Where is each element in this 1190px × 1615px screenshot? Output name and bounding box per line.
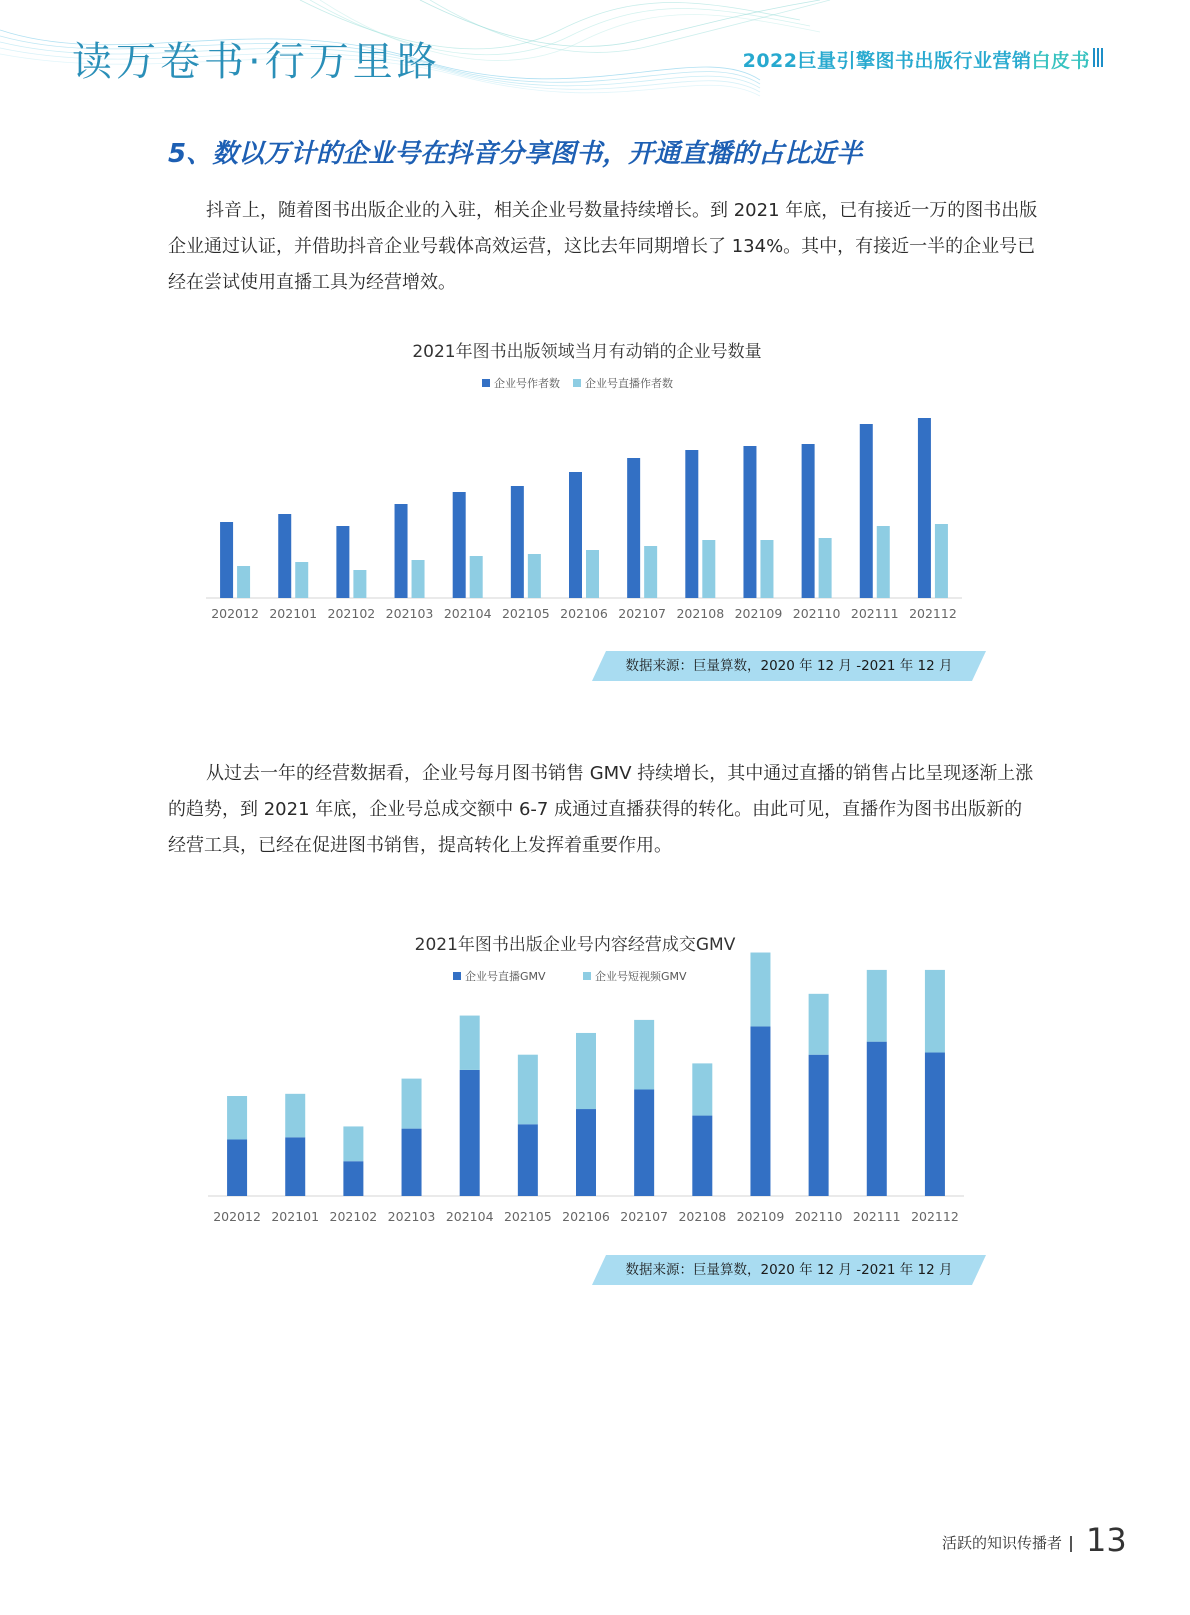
bar bbox=[576, 1033, 596, 1109]
legend-swatch bbox=[482, 379, 490, 387]
report-title bbox=[743, 46, 1090, 73]
data-source-banner-2 bbox=[592, 1255, 986, 1285]
bar bbox=[750, 953, 770, 1027]
x-tick-label: 202108 bbox=[678, 1209, 727, 1224]
x-tick-label: 202106 bbox=[560, 606, 608, 621]
x-tick-label: 202101 bbox=[269, 606, 318, 621]
x-tick-label: 202012 bbox=[213, 1209, 261, 1224]
bar bbox=[802, 444, 815, 598]
x-tick-label: 202109 bbox=[736, 1209, 785, 1224]
chart-title: 2021年图书出版企业号内容经营成交GMV bbox=[414, 935, 736, 955]
bar bbox=[227, 1139, 247, 1196]
bar bbox=[528, 554, 541, 598]
bar bbox=[220, 522, 233, 598]
bar bbox=[353, 570, 366, 598]
x-tick-label: 202102 bbox=[329, 1209, 378, 1224]
bar bbox=[685, 450, 698, 598]
legend-swatch bbox=[573, 379, 581, 387]
bar bbox=[343, 1126, 363, 1161]
bar bbox=[343, 1161, 363, 1196]
bar bbox=[627, 458, 640, 598]
bar bbox=[237, 566, 250, 598]
x-tick-label: 202101 bbox=[271, 1209, 320, 1224]
x-tick-label: 202107 bbox=[620, 1209, 669, 1224]
bar bbox=[809, 1055, 829, 1196]
x-tick-label: 202109 bbox=[734, 606, 783, 621]
paragraph-1: 抖音上，随着图书出版企业的入驻，相关企业号数量持续增长。到 2021 年底，已有接近一万的图书出版企业通过认证，并借助抖音企业号载体高效运营，这比去年同期增长了 134%。其中，有接近一半的企业号已经在尝试使用直播工具为经营增效。 bbox=[168, 200, 1038, 293]
bar bbox=[925, 1053, 945, 1196]
bar bbox=[278, 514, 291, 598]
x-tick-label: 202103 bbox=[385, 606, 434, 621]
x-tick-label: 202108 bbox=[676, 606, 725, 621]
bar bbox=[460, 1016, 480, 1070]
bar bbox=[743, 446, 756, 598]
bar bbox=[918, 418, 931, 598]
bar bbox=[395, 504, 408, 598]
bar bbox=[692, 1063, 712, 1115]
x-tick-label: 202110 bbox=[794, 1209, 843, 1224]
chart-title: 2021年图书出版领域当月有动销的企业号数量 bbox=[412, 342, 762, 362]
header-motto: 读万卷书·行万里路 bbox=[72, 39, 441, 85]
x-tick-label: 202012 bbox=[211, 606, 259, 621]
bar bbox=[925, 970, 945, 1053]
bar bbox=[702, 540, 715, 598]
x-tick-label: 202111 bbox=[850, 606, 899, 621]
x-tick-label: 202106 bbox=[562, 1209, 610, 1224]
bar bbox=[402, 1129, 422, 1196]
x-tick-label: 202103 bbox=[387, 1209, 436, 1224]
bar bbox=[634, 1020, 654, 1090]
bar bbox=[576, 1109, 596, 1196]
x-tick-label: 202111 bbox=[852, 1209, 901, 1224]
legend-label: 企业号作者数 bbox=[494, 377, 560, 390]
x-tick-label: 202102 bbox=[327, 606, 376, 621]
bar bbox=[692, 1116, 712, 1196]
bar bbox=[285, 1094, 305, 1137]
bar bbox=[453, 492, 466, 598]
bar bbox=[412, 560, 425, 598]
bar bbox=[295, 562, 308, 598]
bar bbox=[819, 538, 832, 598]
footer-label: 活跃的知识传播者 bbox=[941, 1534, 1062, 1552]
paragraph-2: 从过去一年的经营数据看，企业号每月图书销售 GMV 持续增长，其中通过直播的销售占比呈现逐渐上涨的趋势，到 2021 年底，企业号总成交额中 6-7 成通过直播获得的转化。由此可见，直播作为图书出版新的经营工具，已经在促进图书销售，提高转化上发挥着重要作用。 bbox=[168, 763, 1034, 856]
bar bbox=[285, 1137, 305, 1196]
bar bbox=[760, 540, 773, 598]
bar bbox=[750, 1026, 770, 1196]
bar bbox=[644, 546, 657, 598]
x-tick-label: 202112 bbox=[911, 1209, 959, 1224]
report-title-highlight: 白皮书 bbox=[1031, 50, 1090, 72]
bar bbox=[518, 1055, 538, 1125]
x-tick-label: 202110 bbox=[792, 606, 841, 621]
bar bbox=[935, 524, 948, 598]
bar bbox=[877, 526, 890, 598]
page-number: 13 bbox=[1086, 1521, 1127, 1559]
x-tick-label: 202104 bbox=[443, 606, 492, 621]
bar bbox=[336, 526, 349, 598]
data-source-banner-1 bbox=[592, 651, 986, 681]
legend-label: 企业号直播作者数 bbox=[585, 377, 673, 390]
legend-swatch bbox=[583, 972, 591, 980]
legend-label: 企业号直播GMV bbox=[465, 970, 546, 983]
bar bbox=[569, 472, 582, 598]
x-tick-label: 202107 bbox=[618, 606, 667, 621]
footer-separator bbox=[1070, 1536, 1072, 1552]
bar bbox=[402, 1079, 422, 1129]
data-source-1: 数据来源：巨量算数，2020 年 12 月 -2021 年 12 月 bbox=[625, 658, 953, 674]
bar bbox=[470, 556, 483, 598]
x-tick-label: 202112 bbox=[909, 606, 957, 621]
data-source-2: 数据来源：巨量算数，2020 年 12 月 -2021 年 12 月 bbox=[625, 1262, 953, 1278]
bar bbox=[460, 1070, 480, 1196]
x-tick-label: 202104 bbox=[445, 1209, 494, 1224]
chart-2 bbox=[190, 928, 1010, 1240]
bar bbox=[634, 1089, 654, 1196]
x-tick-label: 202105 bbox=[501, 606, 550, 621]
section-title: 5、数以万计的企业号在抖音分享图书，开通直播的占比近半 bbox=[168, 139, 863, 169]
bar bbox=[867, 970, 887, 1042]
bar bbox=[867, 1042, 887, 1196]
bar bbox=[518, 1124, 538, 1196]
bar bbox=[809, 994, 829, 1055]
bar bbox=[586, 550, 599, 598]
bar bbox=[511, 486, 524, 598]
x-tick-label: 202105 bbox=[503, 1209, 552, 1224]
header-bars-icon bbox=[1093, 48, 1102, 67]
bar bbox=[227, 1096, 247, 1139]
legend-label: 企业号短视频GMV bbox=[595, 970, 687, 983]
report-title-main: 2022巨量引擎图书出版行业营销 bbox=[742, 50, 1032, 72]
legend-swatch bbox=[453, 972, 461, 980]
chart-1 bbox=[190, 336, 1010, 636]
bar bbox=[860, 424, 873, 598]
